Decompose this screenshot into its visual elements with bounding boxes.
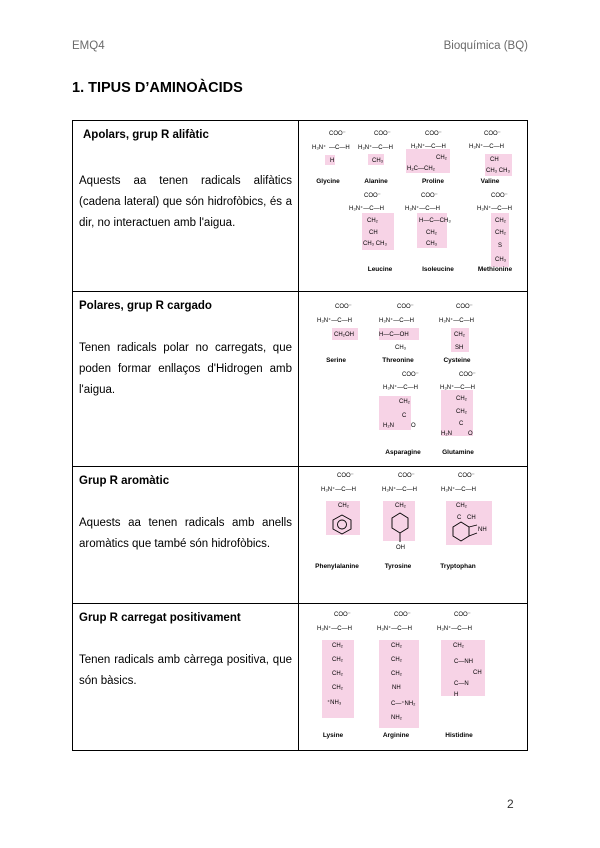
svg-text:H₃N⁺—C—H: H₃N⁺—C—H — [437, 626, 472, 632]
svg-text:—C—H: —C—H — [329, 145, 350, 151]
svg-text:COO⁻: COO⁻ — [458, 473, 475, 479]
aliphatic-structures — [299, 121, 527, 291]
svg-text:C—NH: C—NH — [454, 659, 473, 665]
svg-text:CH₂: CH₂ — [453, 643, 464, 649]
svg-text:CH₃: CH₃ — [372, 158, 384, 164]
svg-text:NH₂: NH₂ — [391, 715, 402, 721]
svg-text:CH₂: CH₂ — [338, 503, 349, 509]
svg-text:H₃N⁺—C—H: H₃N⁺—C—H — [317, 626, 352, 632]
svg-text:COO⁻: COO⁻ — [335, 304, 352, 310]
aa-label: Arginine — [382, 732, 410, 739]
svg-text:CH₂: CH₂ — [332, 685, 343, 691]
aa-label: Threonine — [382, 357, 414, 364]
svg-text:CH: CH — [369, 230, 378, 236]
svg-text:H₃N⁺—C—H: H₃N⁺—C—H — [383, 385, 418, 391]
svg-text:OH: OH — [396, 545, 405, 551]
table-row-aromatic — [73, 467, 528, 604]
svg-text:COO⁻: COO⁻ — [421, 193, 438, 199]
svg-text:COO⁻: COO⁻ — [491, 193, 508, 199]
svg-text:H₃N⁺—C—H: H₃N⁺—C—H — [349, 206, 384, 212]
svg-text:COO⁻: COO⁻ — [484, 131, 501, 137]
svg-text:CH₃ CH₃: CH₃ CH₃ — [363, 241, 387, 247]
header-course-code: EMQ4 — [72, 40, 105, 52]
svg-text:CH₃: CH₃ — [426, 241, 438, 247]
svg-text:H₃N⁺—C—H: H₃N⁺—C—H — [317, 318, 352, 324]
aa-label: Phenylalanine — [315, 563, 359, 570]
table-row-aliphatic — [73, 121, 528, 292]
svg-text:COO⁻: COO⁻ — [454, 612, 471, 618]
polar-structures — [299, 292, 527, 466]
section-title: 1. TIPUS D’AMINOÀCIDS — [72, 80, 243, 96]
svg-text:H₃N⁺—C—H: H₃N⁺—C—H — [379, 318, 414, 324]
svg-text:CH₂: CH₂ — [332, 643, 343, 649]
svg-text:H₃N⁺—C—H: H₃N⁺—C—H — [441, 487, 476, 493]
svg-text:CH₂: CH₂ — [399, 399, 410, 405]
svg-text:H₃N⁺—C—H: H₃N⁺—C—H — [382, 487, 417, 493]
svg-text:CH₂: CH₂ — [456, 409, 467, 415]
svg-text:CH₂: CH₂ — [436, 155, 447, 161]
svg-text:CH₂: CH₂ — [454, 332, 465, 338]
svg-text:S: S — [498, 243, 503, 249]
aa-label: Methionine — [477, 266, 513, 273]
description-cell — [73, 467, 299, 604]
svg-text:CH₂OH: CH₂OH — [334, 332, 354, 338]
svg-text:H₃N⁺—C—H: H₃N⁺—C—H — [321, 487, 356, 493]
svg-text:COO⁻: COO⁻ — [394, 612, 411, 618]
svg-text:H₃N⁺—C—H: H₃N⁺—C—H — [440, 385, 475, 391]
svg-text:CH₃ CH₃: CH₃ CH₃ — [486, 168, 510, 174]
row-description: Tenen radicals amb càrrega positiva, que són bàsics. — [79, 654, 292, 687]
aa-label: Alanine — [364, 178, 388, 185]
svg-text:CH₂: CH₂ — [391, 657, 402, 663]
positive-structures — [299, 604, 527, 750]
svg-text:H₃N⁺: H₃N⁺ — [312, 145, 327, 151]
svg-text:H: H — [330, 158, 335, 164]
svg-text:CH₂: CH₂ — [391, 643, 402, 649]
svg-text:H: H — [454, 692, 459, 698]
aa-label: Histidine — [445, 732, 473, 739]
aa-label: Leucine — [367, 266, 393, 273]
svg-text:COO⁻: COO⁻ — [364, 193, 381, 199]
svg-text:H—C—OH: H—C—OH — [379, 332, 409, 338]
svg-text:CH₃: CH₃ — [495, 257, 507, 263]
svg-text:CH: CH — [490, 157, 499, 163]
svg-text:CH₃: CH₃ — [395, 345, 407, 351]
row-description: Aquests aa tenen radicals amb anells aromàtics que també són hidrofòbics. — [79, 517, 292, 550]
svg-text:⁺NH₃: ⁺NH₃ — [327, 700, 342, 706]
svg-text:H₂N: H₂N — [441, 431, 452, 437]
header-subject: Bioquímica (BQ) — [443, 40, 528, 52]
aa-label: Lysine — [322, 732, 344, 739]
row-title: Grup R carregat positivament — [79, 612, 241, 624]
structure-cell — [299, 292, 528, 467]
aa-label: Serine — [326, 357, 346, 364]
svg-text:NH: NH — [478, 527, 487, 533]
row-title: Apolars, grup R alifàtic — [83, 129, 209, 141]
description-cell — [73, 292, 299, 467]
svg-text:COO⁻: COO⁻ — [334, 612, 351, 618]
svg-text:CH₂: CH₂ — [495, 230, 506, 236]
svg-text:CH₂: CH₂ — [367, 218, 378, 224]
svg-text:COO⁻: COO⁻ — [397, 304, 414, 310]
svg-text:COO⁻: COO⁻ — [459, 372, 476, 378]
svg-text:H₃N⁺—C—H: H₃N⁺—C—H — [469, 144, 504, 150]
row-description: Aquests aa tenen radicals alifàtics (cadena lateral) que són hidrofòbics, és a dir, no interactuen amb l'aigua. — [79, 175, 292, 229]
svg-text:C—N: C—N — [454, 681, 469, 687]
svg-text:COO⁻: COO⁻ — [337, 473, 354, 479]
svg-text:H₂C—CH₂: H₂C—CH₂ — [407, 166, 435, 172]
svg-text:CH₂: CH₂ — [495, 218, 506, 224]
svg-text:CH₂: CH₂ — [395, 503, 406, 509]
svg-text:H₃N⁺—C—H: H₃N⁺—C—H — [358, 145, 393, 151]
structure-cell — [299, 467, 528, 604]
aa-label: Cysteine — [443, 357, 471, 364]
aa-label: Glutamine — [442, 449, 474, 456]
structure-cell — [299, 121, 528, 292]
structure-cell — [299, 604, 528, 751]
aa-label: Isoleucine — [422, 266, 454, 273]
svg-text:SH: SH — [455, 345, 464, 351]
svg-text:CH₂: CH₂ — [332, 671, 343, 677]
svg-text:H₂N: H₂N — [383, 423, 394, 429]
svg-text:CH: CH — [467, 515, 476, 521]
svg-text:CH₂: CH₂ — [426, 230, 437, 236]
aa-label: Valine — [480, 178, 500, 185]
description-cell — [73, 604, 299, 751]
aa-label: Proline — [421, 178, 445, 185]
svg-text:COO⁻: COO⁻ — [456, 304, 473, 310]
svg-text:C: C — [457, 515, 462, 521]
svg-text:COO⁻: COO⁻ — [374, 131, 391, 137]
svg-text:COO⁻: COO⁻ — [425, 131, 442, 137]
svg-text:O: O — [468, 431, 473, 437]
description-cell — [73, 121, 299, 292]
svg-text:C—⁺NH₂: C—⁺NH₂ — [391, 701, 416, 707]
row-title: Grup R aromàtic — [79, 475, 170, 487]
aa-label: Tyrosine — [384, 563, 412, 570]
svg-text:H₃N⁺—C—H: H₃N⁺—C—H — [439, 318, 474, 324]
row-description: Tenen radicals polar no carregats, que poden formar enllaços d'Hidrogen amb l'aigua. — [79, 342, 292, 396]
svg-text:CH₂: CH₂ — [332, 657, 343, 663]
svg-text:C: C — [402, 413, 407, 419]
svg-text:NH: NH — [392, 685, 401, 691]
svg-text:CH: CH — [473, 670, 482, 676]
table-row-polar — [73, 292, 528, 467]
svg-text:CH₂: CH₂ — [391, 671, 402, 677]
aromatic-structures — [299, 467, 527, 603]
svg-text:COO⁻: COO⁻ — [398, 473, 415, 479]
row-title: Polares, grup R cargado — [79, 300, 212, 312]
svg-text:H—C—CH₃: H—C—CH₃ — [419, 218, 451, 224]
svg-text:H₂N⁺—C—H: H₂N⁺—C—H — [411, 144, 446, 150]
page-number: 2 — [507, 797, 514, 811]
svg-text:H₃N⁺—C—H: H₃N⁺—C—H — [377, 626, 412, 632]
aa-label: Tryptophan — [440, 563, 476, 570]
aa-label: Glycine — [316, 178, 340, 185]
svg-text:H₃N⁺—C—H: H₃N⁺—C—H — [405, 206, 440, 212]
svg-text:CH₂: CH₂ — [456, 503, 467, 509]
svg-text:H₃N⁺—C—H: H₃N⁺—C—H — [477, 206, 512, 212]
svg-text:COO⁻: COO⁻ — [329, 131, 346, 137]
aa-label: Asparagine — [385, 449, 421, 456]
svg-text:O: O — [411, 423, 416, 429]
table-row-positive — [73, 604, 528, 751]
amino-acid-table — [72, 120, 528, 751]
svg-text:COO⁻: COO⁻ — [402, 372, 419, 378]
svg-text:CH₂: CH₂ — [456, 396, 467, 402]
svg-text:C: C — [459, 421, 464, 427]
